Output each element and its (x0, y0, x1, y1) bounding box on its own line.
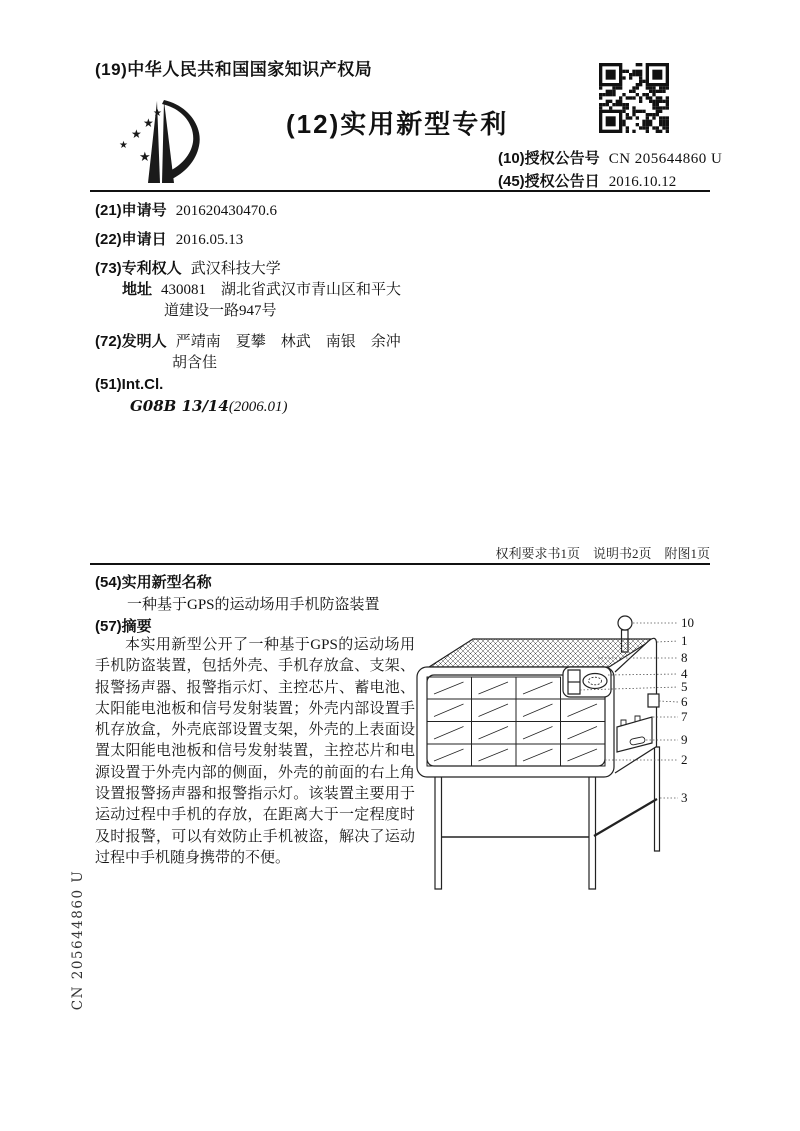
figure-side-switch (648, 694, 659, 707)
callout-9: 9 (681, 732, 688, 747)
callout-10: 10 (681, 615, 694, 630)
callout-4: 4 (681, 666, 688, 681)
patentee-label: (73)专利权人 (95, 260, 182, 277)
logo-spire (162, 101, 174, 183)
figure-solar-panel (429, 639, 653, 667)
patent-title: 一种基于GPS的运动场用手机防盗装置 (127, 597, 380, 613)
pub-no-label: (10)授权公告号 (498, 150, 600, 167)
logo-star: ★ (119, 140, 128, 151)
patent-figure (413, 606, 713, 898)
pages-info: 权利要求书1页 说明书2页 附图1页 (495, 546, 710, 561)
callout-5: 5 (681, 679, 688, 694)
logo-star: ★ (139, 149, 151, 164)
intcl-version: (2006.01) (228, 399, 288, 415)
sipo-logo-icon (112, 95, 212, 187)
application-no-value: 201620430470.6 (175, 203, 277, 219)
patent-office-name: (19)中华人民共和国国家知识产权局 (95, 60, 373, 79)
title-label: (54)实用新型名称 (95, 574, 212, 591)
qr-code (599, 63, 669, 133)
address-line1: 430081 湖北省武汉市青山区和平大 (161, 282, 402, 298)
callout-2: 2 (681, 752, 688, 767)
application-no-label: (21)申请号 (95, 202, 167, 219)
figure-speaker (583, 674, 607, 689)
intcl-label: (51)Int.Cl. (95, 376, 164, 393)
patentee-value: 武汉科技大学 (190, 261, 281, 277)
abstract-text: 本实用新型公开了一种基于GPS的运动场用手机防盗装置，包括外壳、手机存放盒、支架、报警扬声器、报警指示灯、主控芯片、蓄电池、太阳能电池板和信号发射装置；外壳内部设置手机存放盒，外壳底部设置支架，外壳的上表面设置太阳能电池板和信号发射装置，主控芯片和电源设置于外壳内部的侧面，外壳的前面的右上角设置报警扬声器和报警指示灯。该装置主要用于运动过程中手机的存放，在距离大于一定程度时及时报警，可以有效防止手机被盗，解决了运动过程中手机随身携带的不便。 (95, 637, 415, 866)
abstract-label: (57)摘要 (95, 618, 152, 635)
inventors-line2: 胡含佳 (172, 355, 218, 371)
intcl-class: G08B 13/14 (130, 397, 229, 415)
callout-7: 7 (681, 709, 688, 724)
application-date-value: 2016.05.13 (175, 232, 244, 248)
logo-star: ★ (131, 127, 142, 141)
middle-rule (90, 563, 710, 565)
callout-6: 6 (681, 694, 688, 709)
inventors-line1: 严靖南 夏攀 林武 南银 余冲 (175, 334, 401, 350)
application-date-label: (22)申请日 (95, 231, 167, 248)
figure-control-panel (563, 667, 611, 697)
inventors-label: (72)发明人 (95, 333, 167, 350)
logo-star: ★ (143, 116, 154, 130)
callout-8: 8 (681, 650, 688, 665)
address-label: 地址 (122, 281, 153, 298)
pub-date-label: (45)授权公告日 (498, 173, 600, 190)
header-rule (90, 190, 710, 192)
callout-3: 3 (681, 790, 688, 805)
callout-1: 1 (681, 633, 688, 648)
figure-callout-numbers (681, 615, 694, 805)
pub-no-value: CN 205644860 U (608, 151, 723, 167)
document-type-title: (12)实用新型专利 (286, 109, 509, 139)
side-publication-code: CN 205644860 U (70, 869, 86, 1011)
pub-date-value: 2016.10.12 (608, 174, 677, 190)
address-line2: 道建设一路947号 (164, 303, 277, 319)
logo-star: ★ (153, 108, 162, 119)
